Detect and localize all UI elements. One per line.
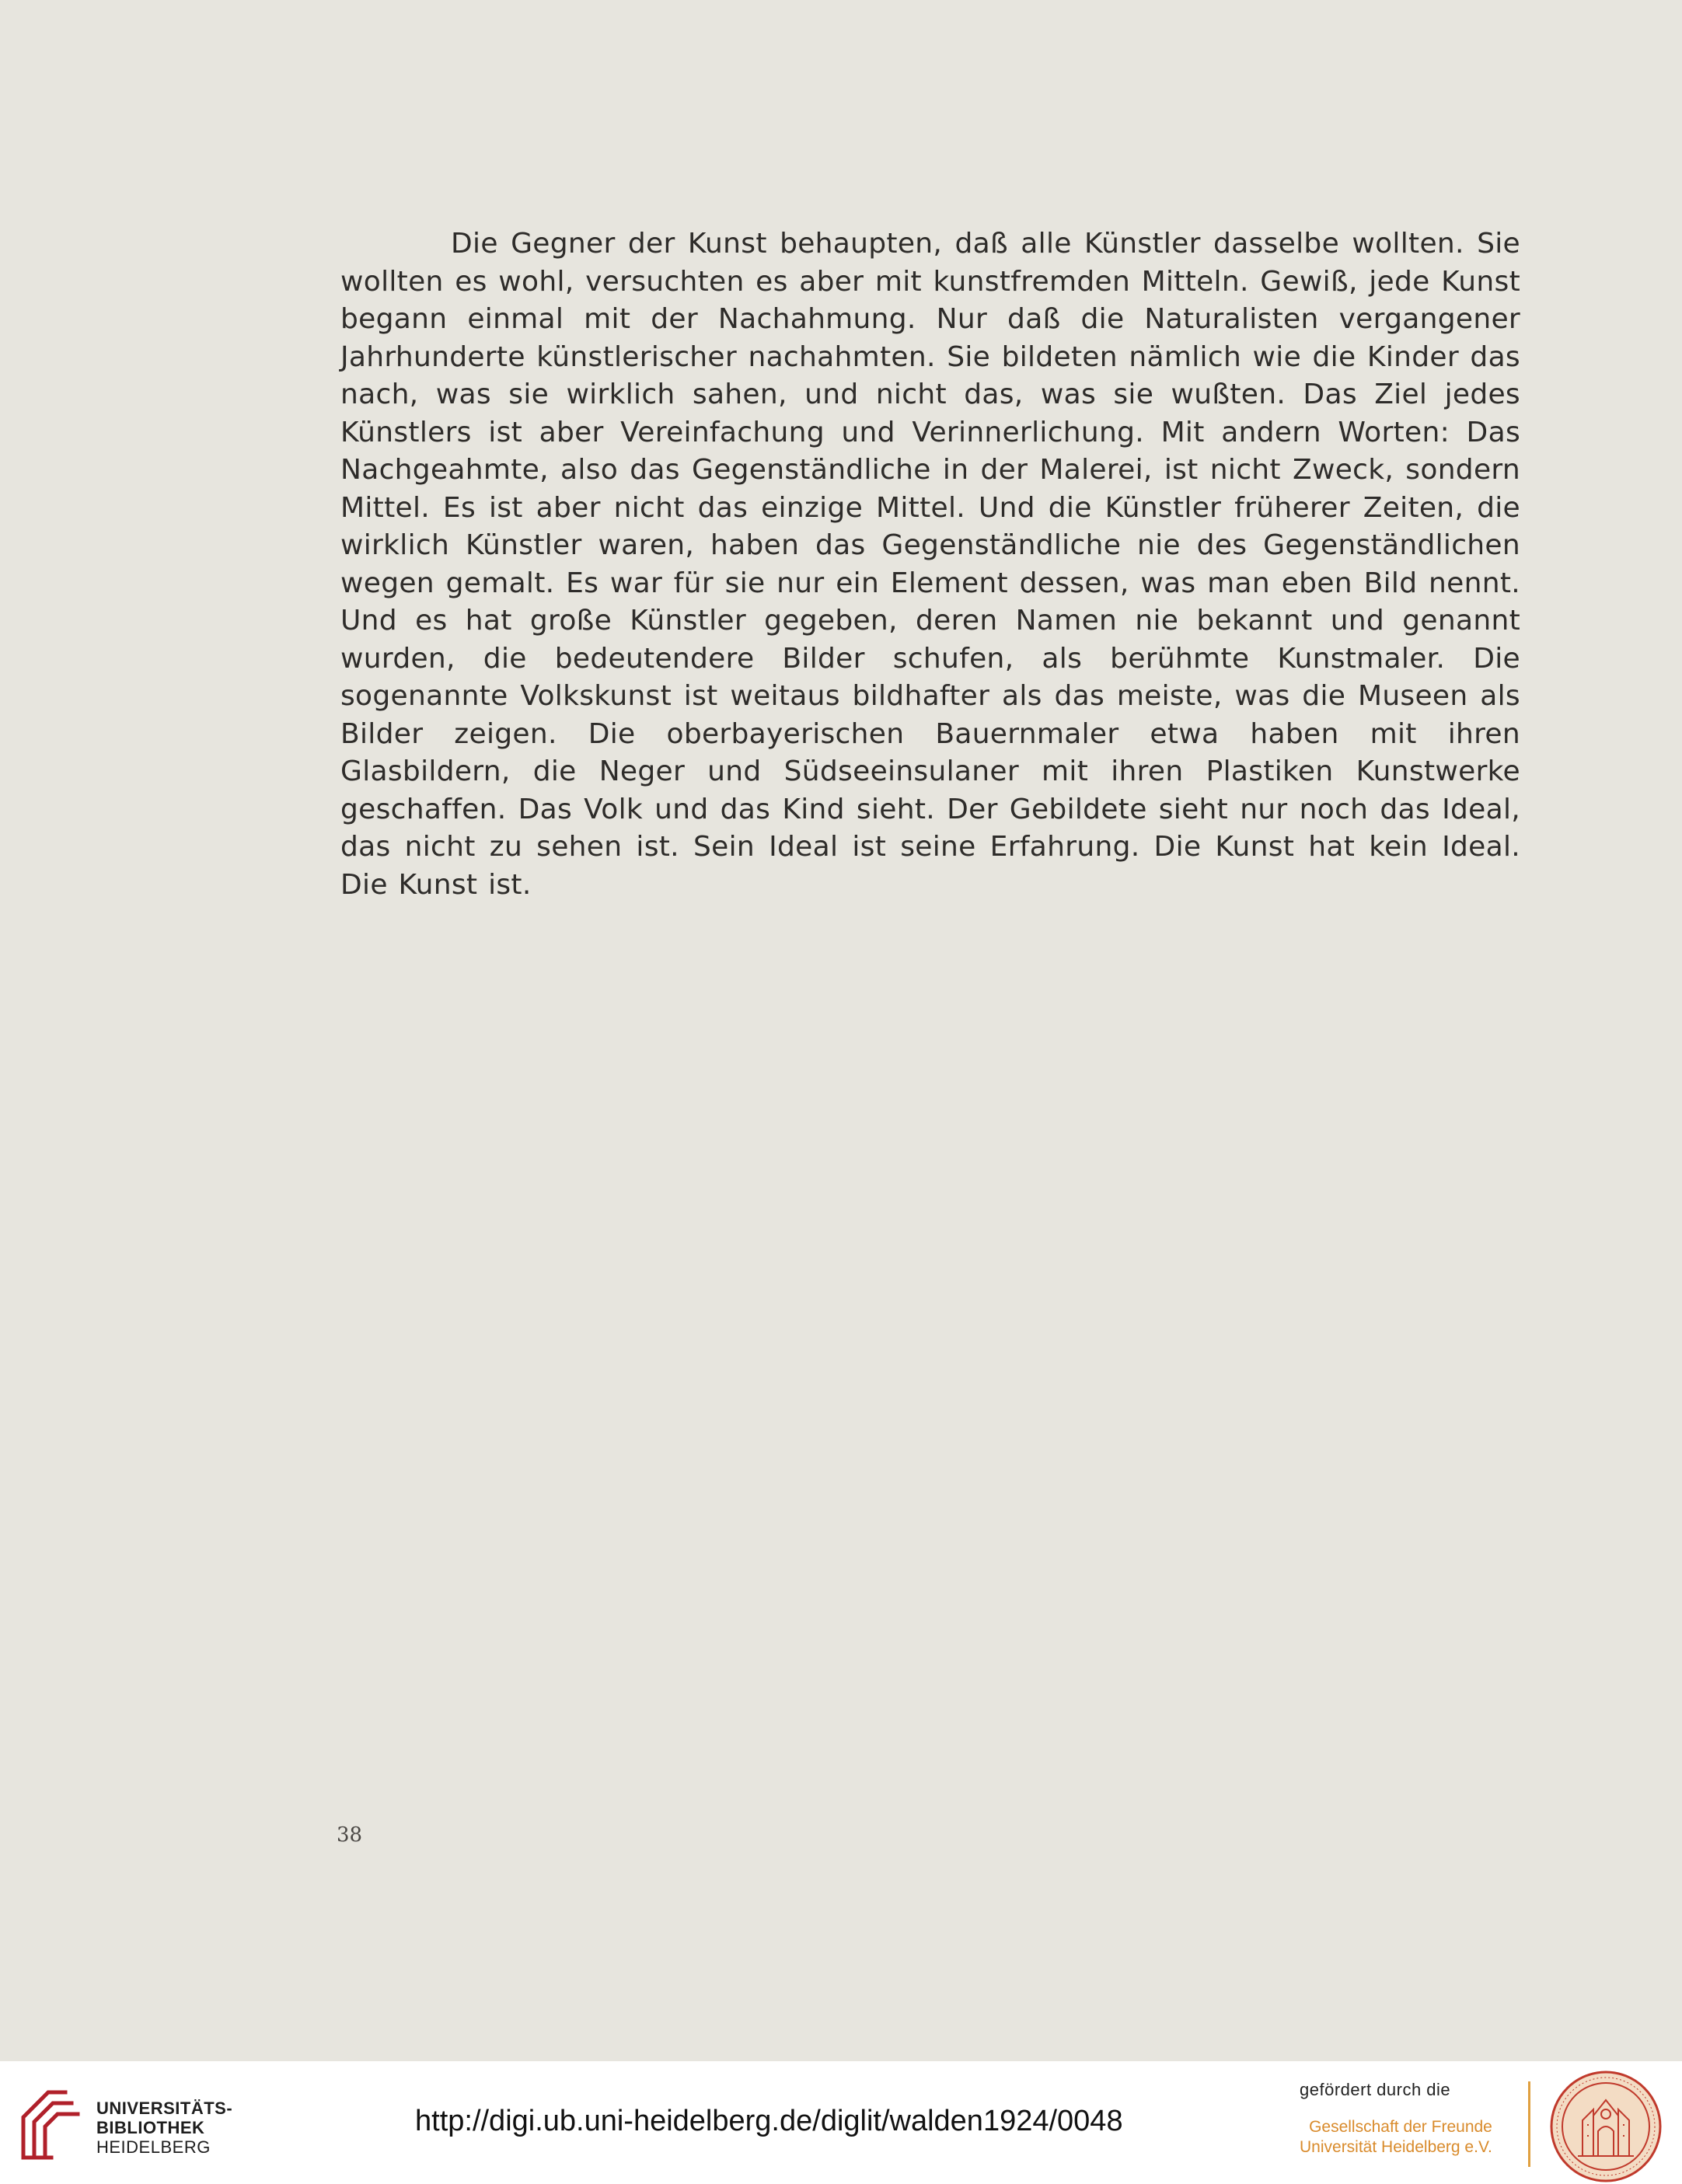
digitization-footer xyxy=(0,2061,1682,2184)
permalink-url[interactable]: http://digi.ub.uni-heidelberg.de/diglit/walden1924/0048 xyxy=(415,2105,1123,2137)
university-seal-icon xyxy=(1548,2069,1663,2184)
funding-label: gefördert durch die xyxy=(1300,2080,1451,2099)
library-name-line3: HEIDELBERG xyxy=(96,2137,211,2157)
funding-org-line2[interactable]: Universität Heidelberg e.V. xyxy=(1300,2138,1492,2156)
library-name[interactable] xyxy=(96,2099,232,2157)
page-number: 38 xyxy=(337,1823,363,1847)
footer-divider xyxy=(1528,2081,1530,2167)
body-paragraph: Die Gegner der Kunst behaupten, daß alle Künstler dasselbe wollten. Sie wollten es wohl, versuchten es aber mit kunstfremden Mitteln. Gewiß, jede Kunst begann einmal mit der Nachahmung. Nur daß die Naturalisten vergangener Jahrhunderte künstlerischer nachahmten. Sie bildeten nämlich wie die Kinder das nach, was sie wirklich sahen, und nicht das, was sie wußten. Das Ziel jedes Künstlers ist aber Vereinfachung und Verinnerlichung. Mit andern Worten: Das Nachgeahmte, also das Gegenständliche in der Malerei, ist nicht Zweck, sondern Mittel. Es ist aber nicht das einzige Mittel. Und die Künstler früherer Zeiten, die wirklich Künstler waren, haben das Gegenständliche nie des Gegenständlichen wegen gemalt. Es war für sie nur ein Element dessen, was man eben Bild nennt. Und es hat große Künstler gegeben, deren Namen nie bekannt und genannt wurden, die bedeutendere Bilder schufen, als berühmte Kunstmaler. Die sogenannte Volkskunst ist weitaus bildhafter als das meiste, was die Museen als Bilder zeigen. Die oberbayerischen Bauernmaler etwa haben mit ihren Glasbildern, die Neger und Südseeinsulaner mit ihren Plastiken Kunstwerke geschaffen. Das Volk und das Kind sieht. Der Gebildete sieht nur noch das Ideal, das nicht zu sehen ist. Sein Ideal ist seine Erfahrung. Die Kunst hat kein Ideal. Die Kunst ist. xyxy=(340,228,1520,901)
ub-heidelberg-logo-icon[interactable] xyxy=(17,2086,92,2164)
library-name-line1: UNIVERSITÄTS- xyxy=(96,2099,233,2118)
funding-org-line1[interactable]: Gesellschaft der Freunde xyxy=(1309,2118,1492,2136)
library-name-line2: BIBLIOTHEK xyxy=(96,2118,205,2137)
funding-credit xyxy=(1300,2080,1492,2158)
